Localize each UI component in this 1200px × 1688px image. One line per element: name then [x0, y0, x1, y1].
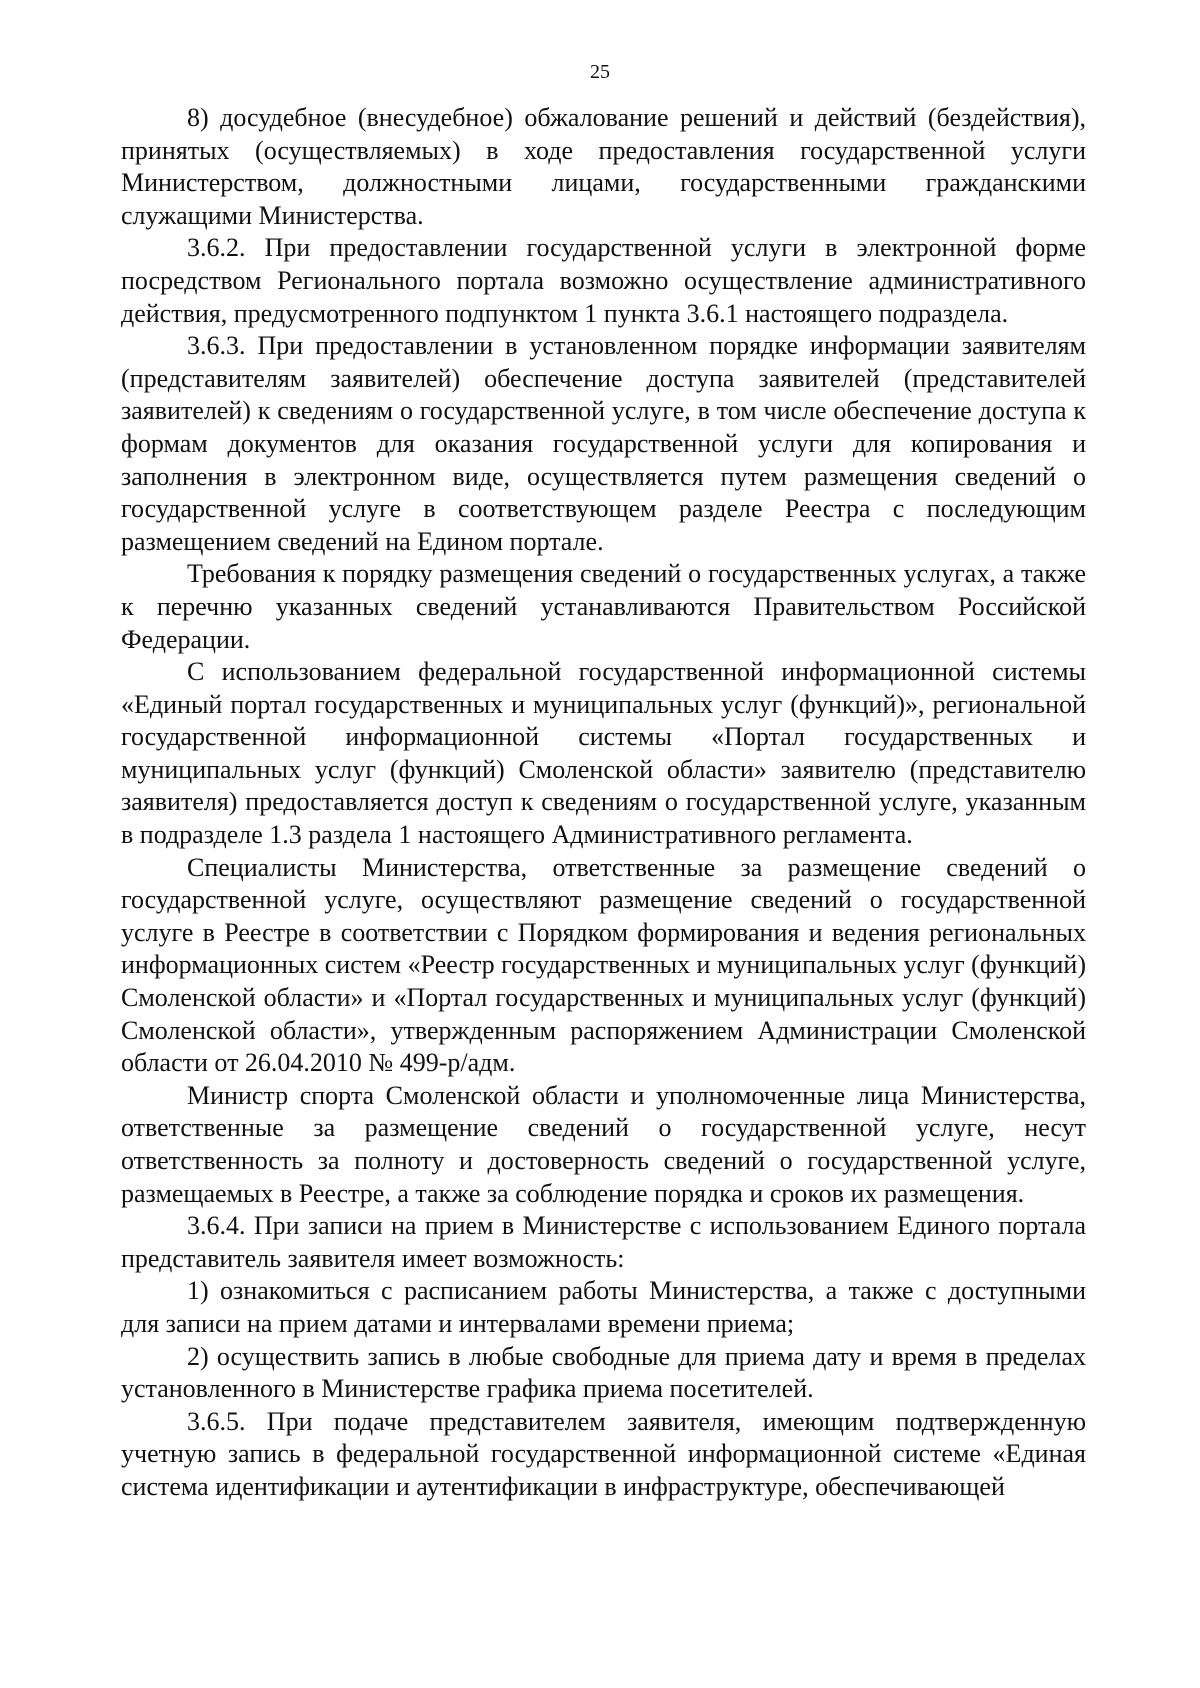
paragraph-option-1: 1) ознакомиться с расписанием работы Министерства, а также с доступными для записи на прием датами и интервалами времени приема; — [121, 1276, 1086, 1338]
paragraph-item-8-appeal: 8) досудебное (внесудебное) обжалование решений и действий (бездействия), принятых (осуществляемых) в ходе предоставления государственной услуги Министерством, должностными лицами, государственными гражданскими служащими Министерства. — [121, 103, 1086, 230]
document-body — [121, 102, 1086, 1504]
page-number: 25 — [590, 61, 610, 83]
paragraph-minister-responsibility: Министр спорта Смоленской области и уполномоченные лица Министерства, ответственные за размещение сведений о государственной услуге, несут ответственность за полноту и достоверность сведений о государственной услуге, размещаемых в Реестре, а также за соблюдение порядка и сроков их размещения. — [121, 1080, 1086, 1208]
paragraph-3-6-4: 3.6.4. При записи на прием в Министерстве с использованием Единого портала представитель заявителя имеет возможность: — [121, 1211, 1086, 1273]
paragraph-information-systems: С использованием федеральной государственной информационной системы «Единый портал государственных и муниципальных услуг (функций)», региональной государственной информационной системы «Портал государственных и муниципальных услуг (функций) Смоленской области» заявителю (представителю заявителя) предоставляется доступ к сведениям о государственной услуге, указанным в подразделе 1.3 раздела 1 настоящего Административного регламента. — [121, 657, 1086, 850]
paragraph-3-6-5: 3.6.5. При подаче представителем заявителя, имеющим подтвержденную учетную запись в федеральной государственной информационной системе «Единая система идентификации и аутентификации в инфраструктуре, обеспечивающей — [121, 1406, 1086, 1501]
paragraph-3-6-2: 3.6.2. При предоставлении государственной услуги в электронной форме посредством Регионального портала возможно осуществление административного действия, предусмотренного подпунктом 1 пункта 3.6.1 настоящего подраздела. — [121, 233, 1086, 328]
paragraph-specialists: Специалисты Министерства, ответственные за размещение сведений о государственной услуге, осуществляют размещение сведений о государственной услуге в Реестре в соответствии с Порядком формирования и ведения региональных информационных систем «Реестр государственных и муниципальных услуг (функций) Смоленской области» и «Портал государственных и муниципальных услуг (функций) Смоленской области», утвержденным распоряжением Администрации Смоленской области от 26.04.2010 № 499-р/адм. — [121, 852, 1086, 1078]
paragraph-option-2: 2) осуществить запись в любые свободные для приема дату и время в пределах установленного в Министерстве графика приема посетителей. — [121, 1341, 1086, 1404]
paragraph-3-6-3: 3.6.3. При предоставлении в установленном порядке информации заявителям (представителям заявителей) обеспечение доступа заявителей (представителей заявителей) к сведениям о государственной услуге, в том числе обеспечение доступа к формам документов для оказания государственной услуги для копирования и заполнения в электронном виде, осуществляется путем размещения сведений о государственной услуге в соответствующем разделе Реестра с последующим размещением сведений на Едином портале. — [121, 331, 1086, 556]
paragraph-requirements: Требования к порядку размещения сведений о государственных услугах, а также к перечню указанных сведений устанавливаются Правительством Российской Федерации. — [121, 559, 1086, 654]
